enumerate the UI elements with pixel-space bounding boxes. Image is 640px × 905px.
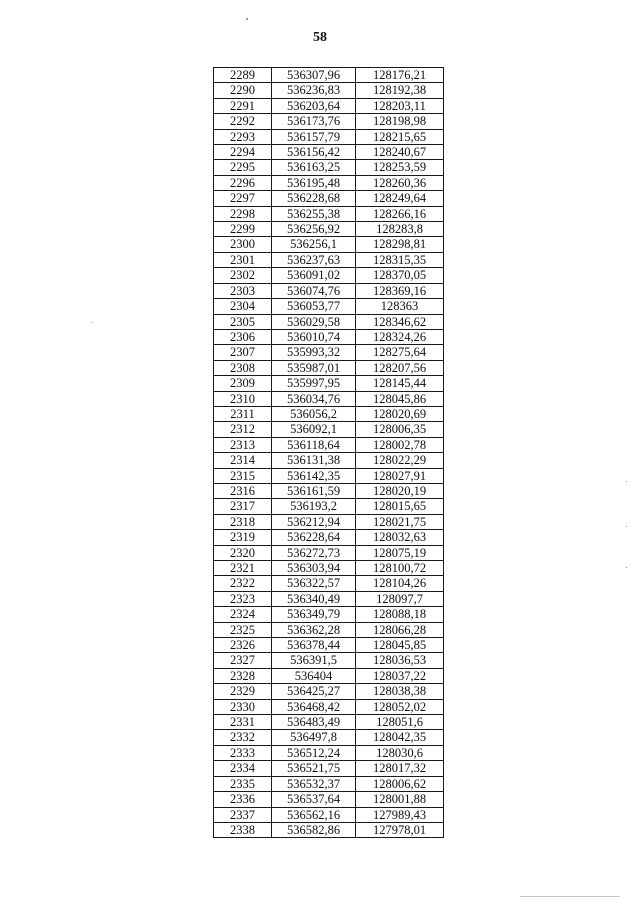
point-number-cell: 2297 xyxy=(214,191,272,206)
table-row xyxy=(214,576,444,591)
point-number-cell: 2319 xyxy=(214,530,272,545)
y-coordinate-cell: 128240,67 xyxy=(356,145,444,160)
x-coordinate-cell: 536322,57 xyxy=(272,576,356,591)
y-coordinate-cell: 128192,38 xyxy=(356,83,444,98)
table-row xyxy=(214,638,444,653)
point-number-cell: 2311 xyxy=(214,406,272,421)
scan-speck xyxy=(626,481,627,482)
point-number-cell: 2323 xyxy=(214,591,272,606)
point-number-cell: 2304 xyxy=(214,299,272,314)
point-number-cell: 2300 xyxy=(214,237,272,252)
x-coordinate-cell: 536391,5 xyxy=(272,653,356,668)
table-row xyxy=(214,252,444,267)
table-row xyxy=(214,98,444,113)
x-coordinate-cell: 536203,64 xyxy=(272,98,356,113)
x-coordinate-cell: 536118,64 xyxy=(272,437,356,452)
x-coordinate-cell: 536303,94 xyxy=(272,561,356,576)
x-coordinate-cell: 536131,38 xyxy=(272,453,356,468)
coordinates-table xyxy=(213,67,444,838)
table-row xyxy=(214,283,444,298)
point-number-cell: 2291 xyxy=(214,98,272,113)
point-number-cell: 2329 xyxy=(214,684,272,699)
y-coordinate-cell: 127989,43 xyxy=(356,807,444,822)
y-coordinate-cell: 128032,63 xyxy=(356,530,444,545)
x-coordinate-cell: 536010,74 xyxy=(272,329,356,344)
table-row xyxy=(214,114,444,129)
table-row xyxy=(214,807,444,822)
point-number-cell: 2336 xyxy=(214,792,272,807)
x-coordinate-cell: 536340,49 xyxy=(272,591,356,606)
table-row xyxy=(214,468,444,483)
table-row xyxy=(214,376,444,391)
x-coordinate-cell: 536468,42 xyxy=(272,699,356,714)
y-coordinate-cell: 128017,32 xyxy=(356,761,444,776)
point-number-cell: 2315 xyxy=(214,468,272,483)
table-row xyxy=(214,268,444,283)
point-number-cell: 2308 xyxy=(214,360,272,375)
point-number-cell: 2320 xyxy=(214,545,272,560)
point-number-cell: 2325 xyxy=(214,622,272,637)
table-row xyxy=(214,68,444,83)
x-coordinate-cell: 536362,28 xyxy=(272,622,356,637)
y-coordinate-cell: 128015,65 xyxy=(356,499,444,514)
scan-speck xyxy=(92,322,93,323)
table-row xyxy=(214,776,444,791)
table-row xyxy=(214,422,444,437)
y-coordinate-cell: 128275,64 xyxy=(356,345,444,360)
table-row xyxy=(214,453,444,468)
table-row xyxy=(214,391,444,406)
point-number-cell: 2330 xyxy=(214,699,272,714)
table-row xyxy=(214,145,444,160)
x-coordinate-cell: 536074,76 xyxy=(272,283,356,298)
y-coordinate-cell: 128006,35 xyxy=(356,422,444,437)
y-coordinate-cell: 128298,81 xyxy=(356,237,444,252)
table-row xyxy=(214,406,444,421)
point-number-cell: 2295 xyxy=(214,160,272,175)
point-number-cell: 2292 xyxy=(214,114,272,129)
x-coordinate-cell: 536562,16 xyxy=(272,807,356,822)
table-row xyxy=(214,437,444,452)
y-coordinate-cell: 128283,8 xyxy=(356,222,444,237)
table-row xyxy=(214,530,444,545)
y-coordinate-cell: 128045,85 xyxy=(356,638,444,653)
x-coordinate-cell: 536237,63 xyxy=(272,252,356,267)
coordinates-table-body xyxy=(214,68,444,838)
point-number-cell: 2334 xyxy=(214,761,272,776)
y-coordinate-cell: 128363 xyxy=(356,299,444,314)
table-row xyxy=(214,699,444,714)
y-coordinate-cell: 128036,53 xyxy=(356,653,444,668)
table-row xyxy=(214,191,444,206)
table-row xyxy=(214,160,444,175)
table-row xyxy=(214,653,444,668)
y-coordinate-cell: 128088,18 xyxy=(356,607,444,622)
scan-speck xyxy=(626,567,627,568)
point-number-cell: 2328 xyxy=(214,668,272,683)
table-row xyxy=(214,792,444,807)
y-coordinate-cell: 128260,36 xyxy=(356,175,444,190)
point-number-cell: 2290 xyxy=(214,83,272,98)
x-coordinate-cell: 536483,49 xyxy=(272,715,356,730)
point-number-cell: 2337 xyxy=(214,807,272,822)
table-row xyxy=(214,561,444,576)
table-row xyxy=(214,684,444,699)
y-coordinate-cell: 128249,64 xyxy=(356,191,444,206)
table-row xyxy=(214,83,444,98)
y-coordinate-cell: 128020,69 xyxy=(356,406,444,421)
point-number-cell: 2331 xyxy=(214,715,272,730)
x-coordinate-cell: 536053,77 xyxy=(272,299,356,314)
table-row xyxy=(214,730,444,745)
x-coordinate-cell: 536404 xyxy=(272,668,356,683)
x-coordinate-cell: 536195,48 xyxy=(272,175,356,190)
table-row xyxy=(214,299,444,314)
table-row xyxy=(214,591,444,606)
y-coordinate-cell: 128052,02 xyxy=(356,699,444,714)
x-coordinate-cell: 536255,38 xyxy=(272,206,356,221)
x-coordinate-cell: 536582,86 xyxy=(272,822,356,837)
point-number-cell: 2318 xyxy=(214,514,272,529)
x-coordinate-cell: 536256,92 xyxy=(272,222,356,237)
x-coordinate-cell: 536378,44 xyxy=(272,638,356,653)
table-row xyxy=(214,499,444,514)
point-number-cell: 2313 xyxy=(214,437,272,452)
y-coordinate-cell: 128266,16 xyxy=(356,206,444,221)
y-coordinate-cell: 128002,78 xyxy=(356,437,444,452)
y-coordinate-cell: 128037,22 xyxy=(356,668,444,683)
y-coordinate-cell: 128022,29 xyxy=(356,453,444,468)
y-coordinate-cell: 128176,21 xyxy=(356,68,444,83)
table-row xyxy=(214,345,444,360)
y-coordinate-cell: 128020,19 xyxy=(356,483,444,498)
table-row xyxy=(214,514,444,529)
page-number: 58 xyxy=(313,30,327,45)
point-number-cell: 2338 xyxy=(214,822,272,837)
x-coordinate-cell: 535993,32 xyxy=(272,345,356,360)
x-coordinate-cell: 536092,1 xyxy=(272,422,356,437)
point-number-cell: 2327 xyxy=(214,653,272,668)
y-coordinate-cell: 128145,44 xyxy=(356,376,444,391)
point-number-cell: 2306 xyxy=(214,329,272,344)
x-coordinate-cell: 536307,96 xyxy=(272,68,356,83)
y-coordinate-cell: 128346,62 xyxy=(356,314,444,329)
x-coordinate-cell: 536228,64 xyxy=(272,530,356,545)
x-coordinate-cell: 536173,76 xyxy=(272,114,356,129)
y-coordinate-cell: 128203,11 xyxy=(356,98,444,113)
point-number-cell: 2317 xyxy=(214,499,272,514)
x-coordinate-cell: 535997,95 xyxy=(272,376,356,391)
table-row xyxy=(214,715,444,730)
point-number-cell: 2333 xyxy=(214,745,272,760)
x-coordinate-cell: 536156,42 xyxy=(272,145,356,160)
x-coordinate-cell: 536228,68 xyxy=(272,191,356,206)
point-number-cell: 2324 xyxy=(214,607,272,622)
y-coordinate-cell: 128066,28 xyxy=(356,622,444,637)
y-coordinate-cell: 128100,72 xyxy=(356,561,444,576)
scan-edge-line xyxy=(520,896,620,897)
point-number-cell: 2293 xyxy=(214,129,272,144)
x-coordinate-cell: 536521,75 xyxy=(272,761,356,776)
y-coordinate-cell: 128253,59 xyxy=(356,160,444,175)
point-number-cell: 2326 xyxy=(214,638,272,653)
table-row xyxy=(214,329,444,344)
x-coordinate-cell: 536272,73 xyxy=(272,545,356,560)
point-number-cell: 2305 xyxy=(214,314,272,329)
table-row xyxy=(214,545,444,560)
y-coordinate-cell: 128001,88 xyxy=(356,792,444,807)
point-number-cell: 2309 xyxy=(214,376,272,391)
table-row xyxy=(214,222,444,237)
y-coordinate-cell: 128104,26 xyxy=(356,576,444,591)
point-number-cell: 2289 xyxy=(214,68,272,83)
y-coordinate-cell: 128051,6 xyxy=(356,715,444,730)
point-number-cell: 2312 xyxy=(214,422,272,437)
y-coordinate-cell: 128075,19 xyxy=(356,545,444,560)
point-number-cell: 2294 xyxy=(214,145,272,160)
x-coordinate-cell: 535987,01 xyxy=(272,360,356,375)
y-coordinate-cell: 128097,7 xyxy=(356,591,444,606)
y-coordinate-cell: 128027,91 xyxy=(356,468,444,483)
table-row xyxy=(214,314,444,329)
table-row xyxy=(214,607,444,622)
point-number-cell: 2298 xyxy=(214,206,272,221)
x-coordinate-cell: 536193,2 xyxy=(272,499,356,514)
x-coordinate-cell: 536161,59 xyxy=(272,483,356,498)
point-number-cell: 2299 xyxy=(214,222,272,237)
y-coordinate-cell: 128215,65 xyxy=(356,129,444,144)
scan-speck xyxy=(626,526,627,527)
x-coordinate-cell: 536349,79 xyxy=(272,607,356,622)
x-coordinate-cell: 536056,2 xyxy=(272,406,356,421)
point-number-cell: 2301 xyxy=(214,252,272,267)
point-number-cell: 2307 xyxy=(214,345,272,360)
point-number-cell: 2302 xyxy=(214,268,272,283)
x-coordinate-cell: 536212,94 xyxy=(272,514,356,529)
x-coordinate-cell: 536537,64 xyxy=(272,792,356,807)
x-coordinate-cell: 536029,58 xyxy=(272,314,356,329)
point-number-cell: 2314 xyxy=(214,453,272,468)
table-row xyxy=(214,761,444,776)
point-number-cell: 2310 xyxy=(214,391,272,406)
point-number-cell: 2332 xyxy=(214,730,272,745)
x-coordinate-cell: 536512,24 xyxy=(272,745,356,760)
x-coordinate-cell: 536091,02 xyxy=(272,268,356,283)
x-coordinate-cell: 536497,8 xyxy=(272,730,356,745)
table-row xyxy=(214,822,444,837)
y-coordinate-cell: 128207,56 xyxy=(356,360,444,375)
table-row xyxy=(214,175,444,190)
y-coordinate-cell: 128045,86 xyxy=(356,391,444,406)
y-coordinate-cell: 128038,38 xyxy=(356,684,444,699)
scan-speck xyxy=(246,18,248,20)
table-row xyxy=(214,129,444,144)
table-row xyxy=(214,622,444,637)
point-number-cell: 2303 xyxy=(214,283,272,298)
y-coordinate-cell: 128198,98 xyxy=(356,114,444,129)
y-coordinate-cell: 128042,35 xyxy=(356,730,444,745)
x-coordinate-cell: 536256,1 xyxy=(272,237,356,252)
x-coordinate-cell: 536532,37 xyxy=(272,776,356,791)
point-number-cell: 2316 xyxy=(214,483,272,498)
x-coordinate-cell: 536142,35 xyxy=(272,468,356,483)
table-row xyxy=(214,745,444,760)
x-coordinate-cell: 536163,25 xyxy=(272,160,356,175)
y-coordinate-cell: 128030,6 xyxy=(356,745,444,760)
point-number-cell: 2296 xyxy=(214,175,272,190)
y-coordinate-cell: 127978,01 xyxy=(356,822,444,837)
point-number-cell: 2321 xyxy=(214,561,272,576)
y-coordinate-cell: 128369,16 xyxy=(356,283,444,298)
table-row xyxy=(214,360,444,375)
table-row xyxy=(214,237,444,252)
y-coordinate-cell: 128370,05 xyxy=(356,268,444,283)
x-coordinate-cell: 536236,83 xyxy=(272,83,356,98)
x-coordinate-cell: 536034,76 xyxy=(272,391,356,406)
y-coordinate-cell: 128315,35 xyxy=(356,252,444,267)
x-coordinate-cell: 536425,27 xyxy=(272,684,356,699)
table-row xyxy=(214,483,444,498)
table-row xyxy=(214,206,444,221)
y-coordinate-cell: 128021,75 xyxy=(356,514,444,529)
x-coordinate-cell: 536157,79 xyxy=(272,129,356,144)
point-number-cell: 2335 xyxy=(214,776,272,791)
y-coordinate-cell: 128006,62 xyxy=(356,776,444,791)
y-coordinate-cell: 128324,26 xyxy=(356,329,444,344)
point-number-cell: 2322 xyxy=(214,576,272,591)
table-row xyxy=(214,668,444,683)
